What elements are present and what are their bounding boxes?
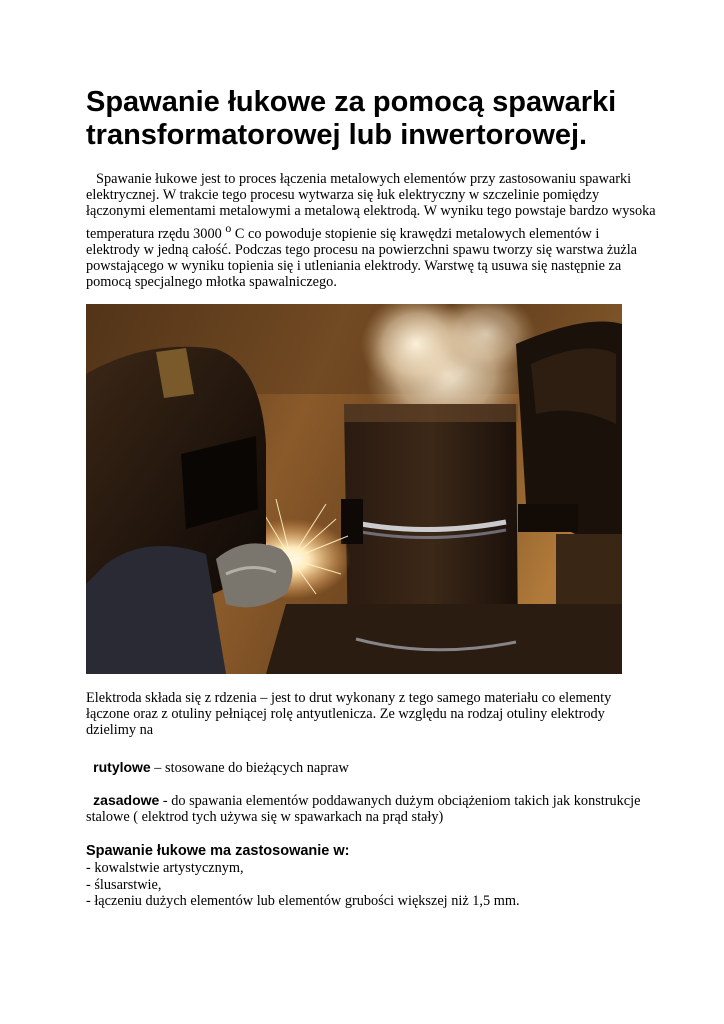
applications-list (86, 860, 666, 910)
application-item: - łączeniu dużych elementów lub elementów grubości większej niż 1,5 mm. (86, 893, 520, 909)
document-title: Spawanie łukowe za pomocą spawarki transformatorowej lub inwertorowej. (86, 86, 617, 151)
application-item: - ślusarstwie, (86, 876, 162, 893)
electrode-type-zasadowe (86, 792, 656, 825)
type-description: - do spawania elementów poddawanych dużym obciążeniom takich jak konstrukcje stalowe ( elektrod tych używa się w spawarkach na prąd stały) (86, 793, 641, 826)
type-term: zasadowe (93, 792, 160, 808)
type-term: rutylowe (93, 759, 151, 775)
electrode-paragraph: Elektroda składa się z rdzenia – jest to drut wykonany z tego samego materiału co elementy łączone oraz z otuliny pełniącej rolę antyutlenicza. Ze względu na rodzaj otuliny elektrody dzielimy na (86, 690, 612, 739)
intro-paragraph (86, 171, 656, 290)
degree-superscript: o (225, 220, 232, 235)
intro-text-part2: C co powoduje stopienie się krawędzi metalowych elementów i elektrody w jedną całość. Podczas tego procesu na powierzchni spawu tworzy się warstwa żużla powstającego w wyniku topienia się i utleniania elektrody. Warstwę tą usuwa się następnie za pomocą specjalnego młotka spawalniczego. (86, 225, 638, 290)
application-item: - kowalstwie artystycznym, (86, 860, 244, 876)
welding-photo (86, 304, 622, 674)
applications-heading: Spawanie łukowe ma zastosowanie w: (86, 843, 350, 859)
electrode-type-rutylowe (86, 759, 656, 776)
intro-text-part1: Spawanie łukowe jest to proces łączenia metalowych elementów przy zastosowaniu spawarki elektrycznej. W trakcie tego procesu wytwarza się łuk elektryczny w szczelinie pomiędzy łączonymi elementami metalowymi a metalową elektrodą. W wyniku tego powstaje bardzo wysoka temperatura rzędu 3000 (86, 171, 656, 242)
type-description: – stosowane do bieżących napraw (150, 760, 349, 776)
